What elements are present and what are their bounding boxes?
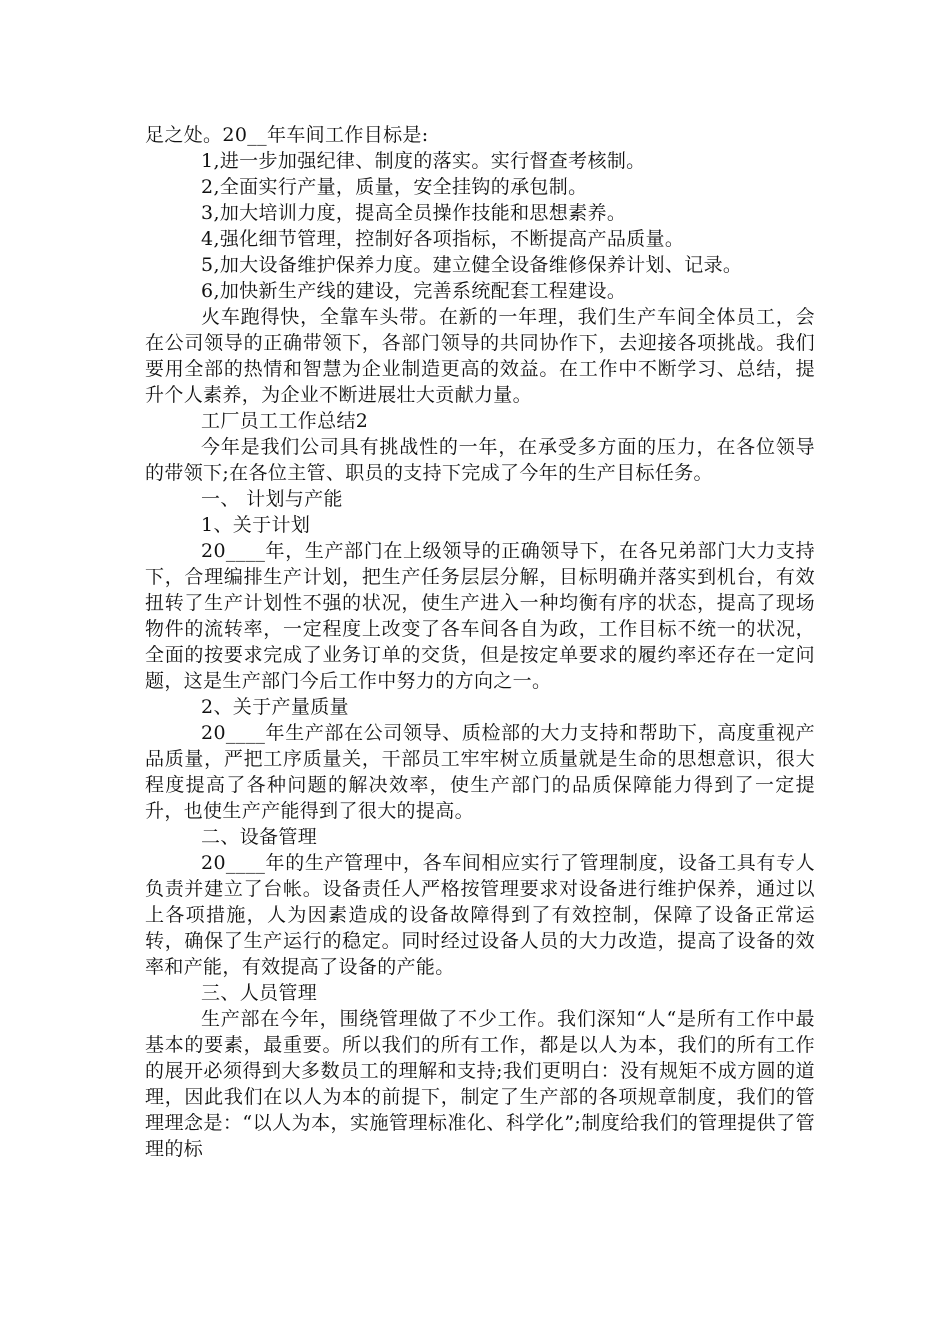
paragraph: 一、 计划与产能: [201, 488, 343, 510]
paragraph: 1、关于计划: [201, 514, 311, 536]
paragraph: 5,加大设备维护保养力度。建立健全设备维修保养计划、记录。: [201, 254, 743, 276]
paragraph: 今年是我们公司具有挑战性的一年，在承受多方面的压力，在各位领导的带领下;在各位主管、职员的支持下完成了今年的生产目标任务。: [145, 436, 815, 484]
paragraph: 6,加快新生产线的建设，完善系统配套工程建设。: [201, 280, 627, 302]
paragraph: 三、人员管理: [201, 982, 318, 1004]
paragraph: 生产部在今年，围绕管理做了不少工作。我们深知“人“是所有工作中最基本的要素，最重要。所以我们的所有工作，都是以人为本，我们的所有工作的展开必须得到大多数员工的理解和支持;我们更明白：没有规矩不成方圆的道理，因此我们在以人为本的前提下，制定了生产部的各项规章制度，我们的管理理念是：“以人为本，实施管理标准化、科学化”;制度给我们的管理提供了管理的标: [145, 1008, 815, 1160]
paragraph: 工厂员工工作总结2: [201, 410, 369, 432]
document-body: [145, 122, 815, 1162]
paragraph: 20____年的生产管理中，各车间相应实行了管理制度，设备工具有专人负责并建立了台帐。设备责任人严格按管理要求对设备进行维护保养，通过以上各项措施，人为因素造成的设备故障得到了有效控制，保障了设备正常运转，确保了生产运行的稳定。同时经过设备人员的大力改造，提高了设备的效率和产能，有效提高了设备的产能。: [145, 852, 815, 978]
paragraph: 20____年生产部在公司领导、质检部的大力支持和帮助下，高度重视产品质量，严把工序质量关，干部员工牢牢树立质量就是生命的思想意识，很大程度提高了各种问题的解决效率，使生产部门的品质保障能力得到了一定提升，也使生产产能得到了很大的提高。: [145, 722, 815, 822]
paragraph: 3,加大培训力度，提高全员操作技能和思想素养。: [201, 202, 627, 224]
paragraph: 20____年，生产部门在上级领导的正确领导下，在各兄弟部门大力支持下，合理编排生产计划，把生产任务层层分解，目标明确并落实到机台，有效扭转了生产计划性不强的状况，使生产进入一种均衡有序的状态，提高了现场物件的流转率，一定程度上改变了各车间各自为政，工作目标不统一的状况，全面的按要求完成了业务订单的交货，但是按定单要求的履约率还存在一定问题，这是生产部门今后工作中努力的方向之一。: [145, 540, 815, 692]
paragraph: 足之处。20__年车间工作目标是:: [145, 124, 429, 146]
paragraph: 2、关于产量质量: [201, 696, 349, 718]
paragraph: 二、设备管理: [201, 826, 318, 848]
paragraph: 1,进一步加强纪律、制度的落实。实行督查考核制。: [201, 150, 646, 172]
paragraph: 火车跑得快，全靠车头带。在新的一年理，我们生产车间全体员工，会在公司领导的正确带领下，各部门领导的共同协作下，去迎接各项挑战。我们要用全部的热情和智慧为企业制造更高的效益。在工作中不断学习、总结，提升个人素养，为企业不断进展壮大贡献力量。: [145, 306, 815, 406]
paragraph: 4,强化细节管理，控制好各项指标，不断提高产品质量。: [201, 228, 685, 250]
paragraph: 2,全面实行产量，质量，安全挂钩的承包制。: [201, 176, 588, 198]
